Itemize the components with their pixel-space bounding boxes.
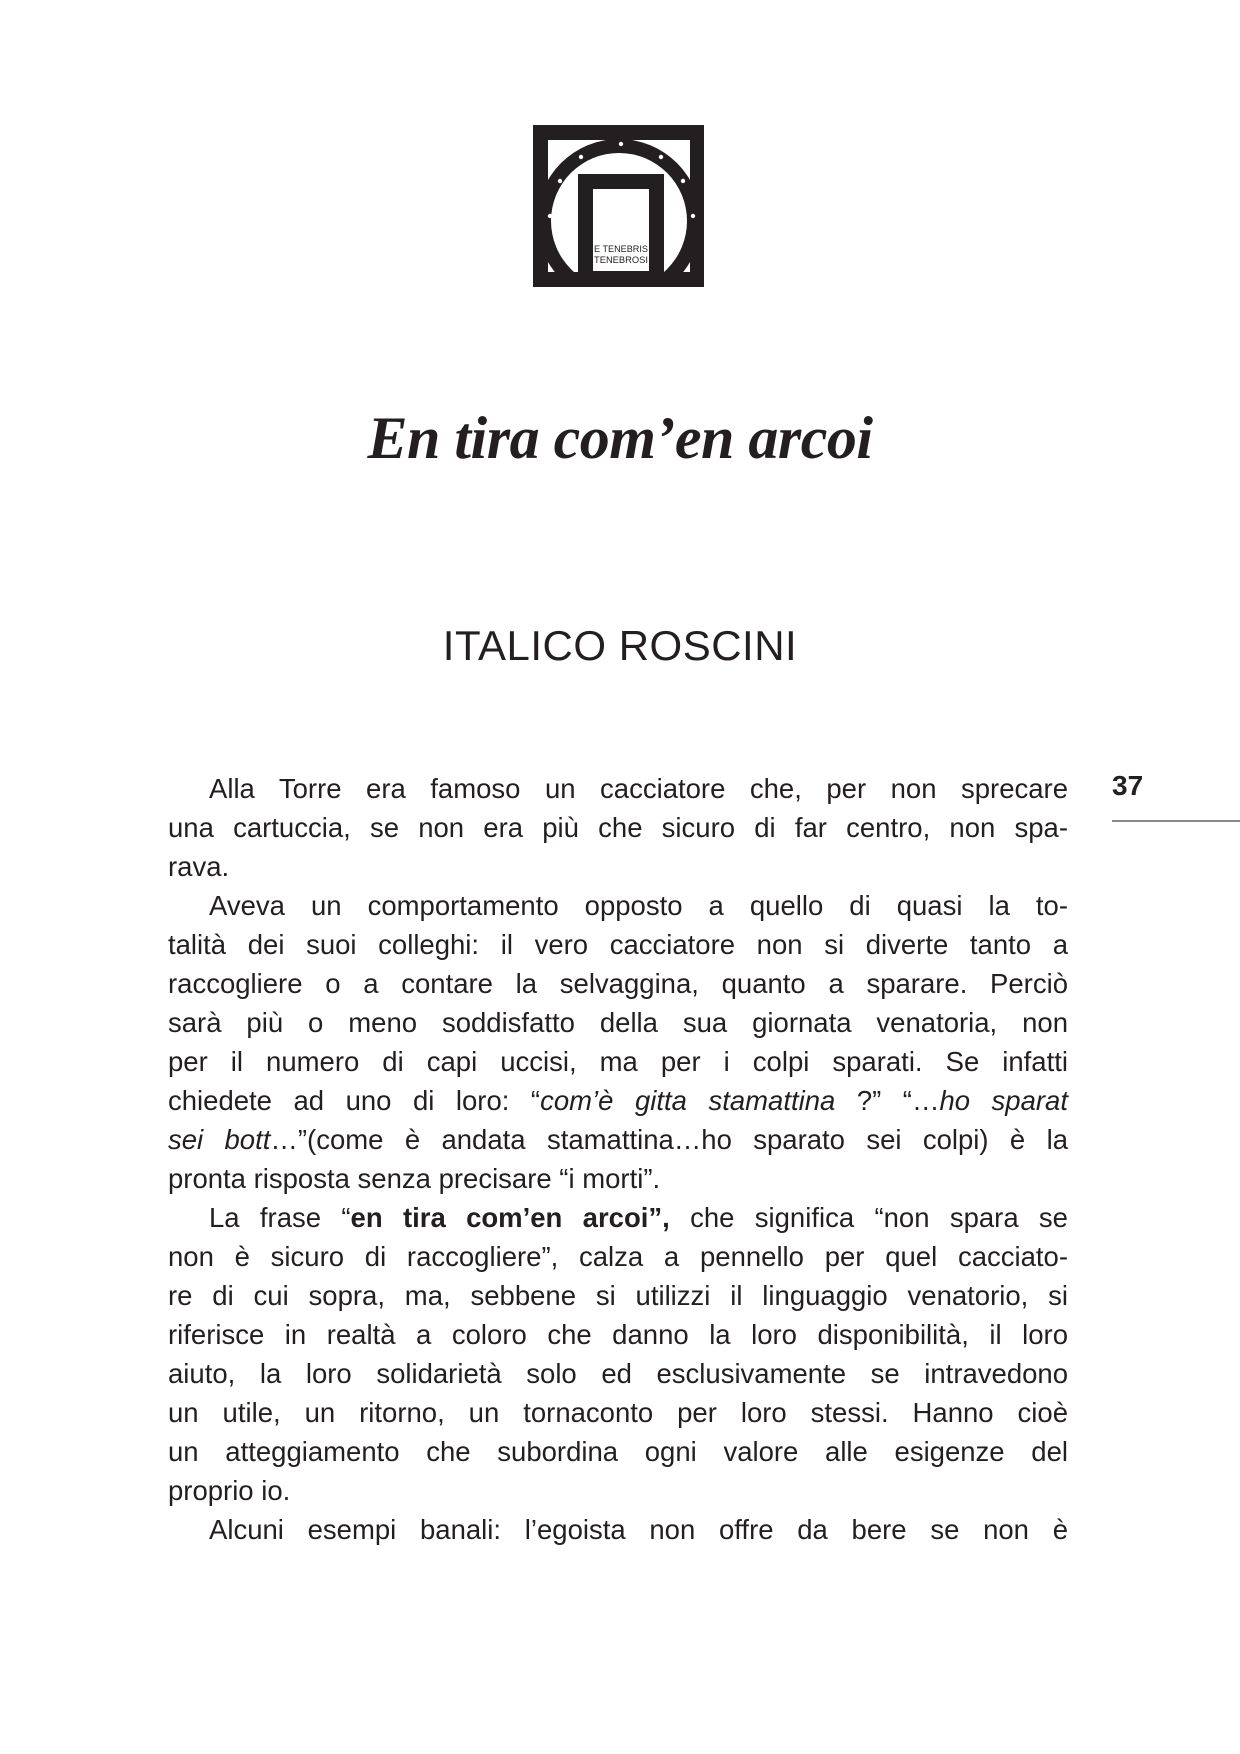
logo-motto-line1: E TENEBRIS — [594, 244, 648, 255]
text-segment: aiuto, la loro solidarietà solo ed esclusivamente se intravedono — [168, 1358, 1068, 1389]
text-segment: una cartuccia, se non era più che sicuro di far centro, non spa- — [168, 812, 1068, 843]
body-line — [168, 1159, 1068, 1198]
body-line — [168, 964, 1068, 1003]
body-line — [168, 1432, 1068, 1471]
text-segment: pronta risposta senza precisare “i morti”. — [168, 1163, 661, 1194]
text-segment: re di cui sopra, ma, sebbene si utilizzi il linguaggio venatorio, si — [168, 1280, 1068, 1311]
chapter-title: En tira com’en arcoi — [367, 405, 873, 471]
text-segment: Alla Torre era famoso un cacciatore che, per non sprecare — [209, 773, 1068, 804]
text-segment: per il numero di capi uccisi, ma per i colpi sparati. Se infatti — [168, 1046, 1068, 1077]
body-line — [168, 886, 1068, 925]
text-segment: rava. — [168, 851, 230, 882]
body-line — [168, 1081, 1068, 1120]
text-segment: non è sicuro di raccogliere”, calza a pennello per quel cacciato- — [168, 1241, 1068, 1272]
text-segment: ?” “… — [835, 1085, 940, 1116]
body-line — [168, 1120, 1068, 1159]
e-tenebris-tenebrosi-emblem-icon — [533, 125, 704, 287]
body-line — [168, 808, 1068, 847]
page-number-rule — [1112, 820, 1240, 822]
text-segment: che significa “non spara se — [669, 1202, 1068, 1233]
text-segment: ho sparat — [939, 1085, 1068, 1116]
body-text — [168, 769, 1068, 1549]
author-name: ITALICO ROSCINI — [442, 622, 798, 669]
text-segment: sarà più o meno soddisfatto della sua giornata venatoria, non — [168, 1007, 1068, 1038]
text-segment: …”(come è andata stamattina…ho sparato sei colpi) è la — [270, 1124, 1068, 1155]
page-number: 37 — [1112, 770, 1144, 801]
text-segment: com’è gitta stamattina — [540, 1085, 836, 1116]
text-segment: un atteggiamento che subordina ogni valore alle esigenze del — [168, 1436, 1068, 1467]
body-line — [168, 925, 1068, 964]
body-line — [168, 1510, 1068, 1549]
text-segment: La frase “ — [209, 1202, 351, 1233]
text-segment: chiedete ad uno di loro: “ — [168, 1085, 541, 1116]
publisher-logo — [533, 125, 704, 287]
text-segment: talità dei suoi colleghi: il vero cacciatore non si diverte tanto a — [168, 929, 1068, 960]
body-line — [168, 1315, 1068, 1354]
body-line — [168, 1393, 1068, 1432]
text-segment: raccogliere o a contare la selvaggina, quanto a sparare. Perciò — [168, 968, 1068, 999]
text-segment: riferisce in realtà a coloro che danno la loro disponibilità, il loro — [168, 1319, 1068, 1350]
body-line — [168, 1471, 1068, 1510]
text-segment: Alcuni esempi banali: l’egoista non offre da bere se non è — [209, 1514, 1068, 1545]
text-segment: sei bott — [168, 1124, 271, 1155]
body-line — [168, 1003, 1068, 1042]
text-segment: un utile, un ritorno, un tornaconto per loro stessi. Hanno cioè — [168, 1397, 1068, 1428]
body-line — [168, 1042, 1068, 1081]
body-line — [168, 1198, 1068, 1237]
body-line — [168, 769, 1068, 808]
body-line — [168, 847, 1068, 886]
text-segment: en tira com’en arcoi”, — [350, 1202, 670, 1233]
text-segment: proprio io. — [168, 1475, 291, 1506]
logo-motto-line2: TENEBROSI — [594, 255, 648, 266]
body-line — [168, 1237, 1068, 1276]
body-line — [168, 1276, 1068, 1315]
body-line — [168, 1354, 1068, 1393]
text-segment: Aveva un comportamento opposto a quello di quasi la to- — [209, 890, 1068, 921]
